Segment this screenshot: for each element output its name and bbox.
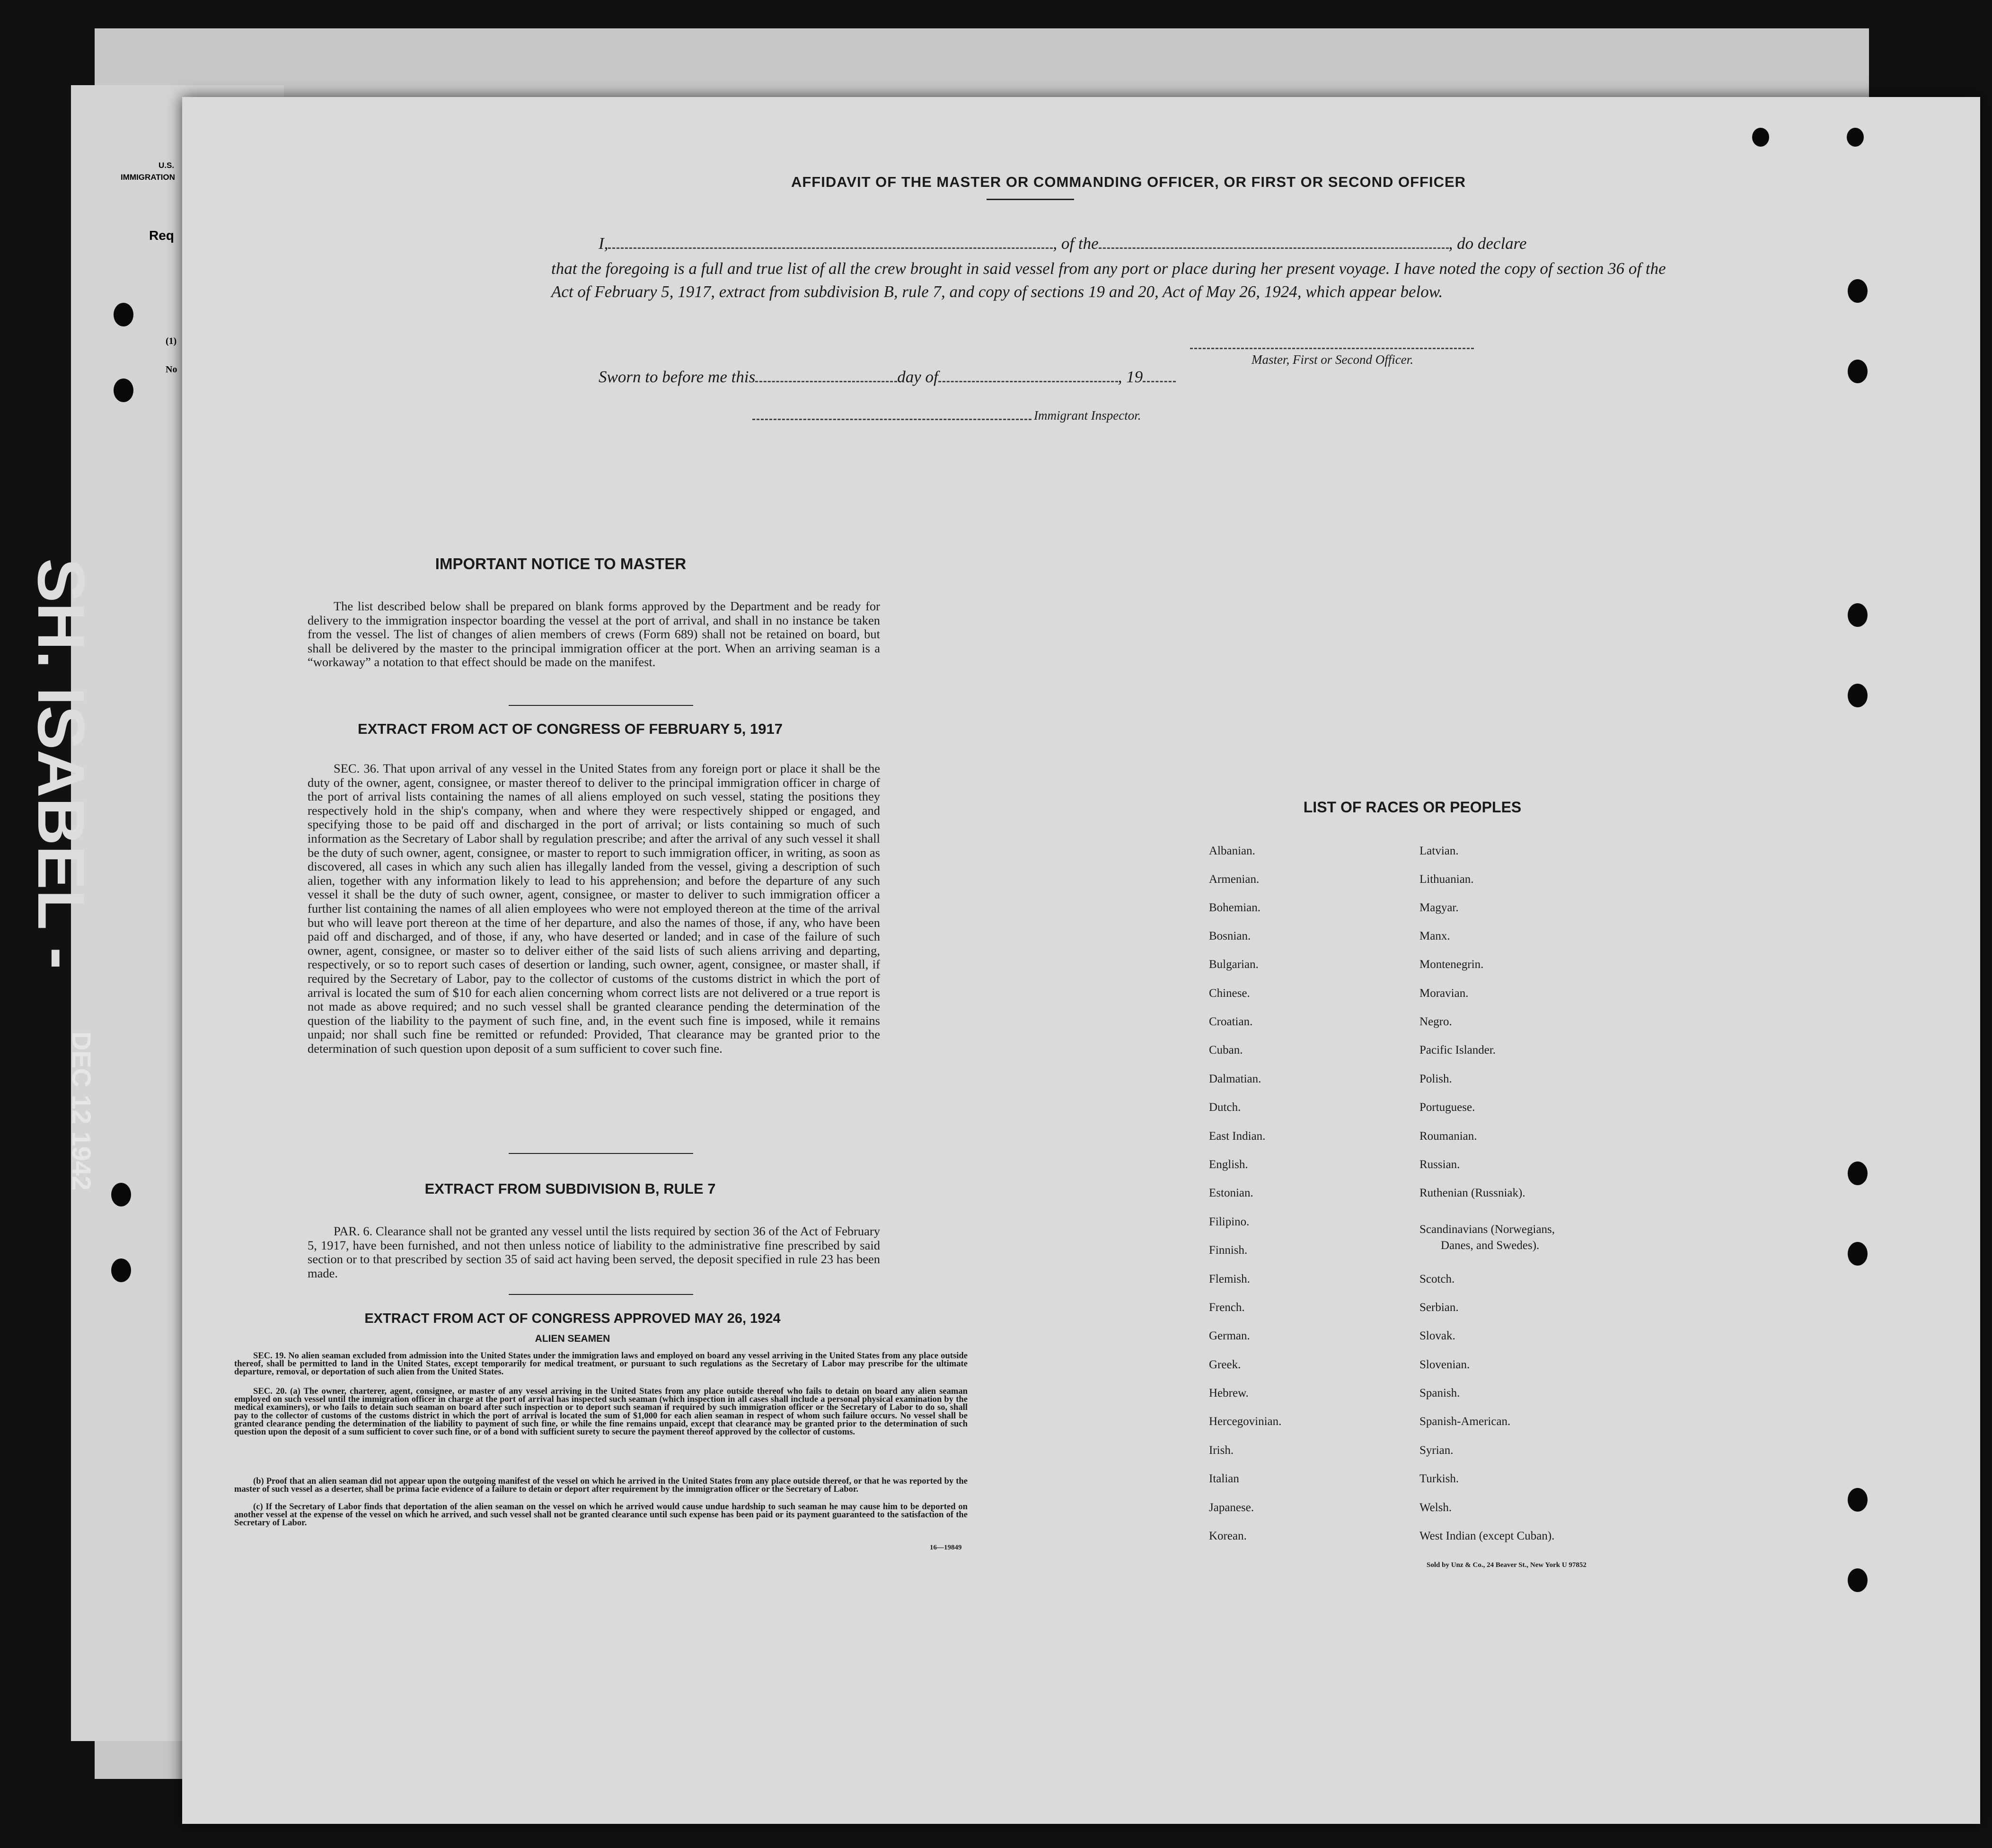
punch-hole-left-3 (111, 1183, 131, 1206)
race-item: East Indian. (1209, 1130, 1266, 1143)
race-item: Dutch. (1209, 1101, 1241, 1114)
affidavit-body: that the foregoing is a full and true list of all the crew brought in said vessel from any port or place during her present voyage. I have noted the copy of section 36 of the Act of February 5, 1917, extract from subdivision B, rule 7, and copy of sections 19 and 20, Act of May 26, 1924, which appear below. (551, 259, 1666, 301)
race-item: Syrian. (1419, 1444, 1454, 1457)
rule-7-text: PAR. 6. Clearance shall not be granted any vessel until the lists required by section 36 of the Act of February 5, 1917, have been furnished, and not then unless notice of liability to the administrative fine prescribed by said section or to that prescribed by section 35 of said act having been served, the deposit specified in rule 23 has been made. (308, 1224, 880, 1280)
punch-hole-right-8 (1848, 1242, 1868, 1266)
race-item: Bulgarian. (1209, 958, 1259, 971)
race-item: Estonian. (1209, 1187, 1253, 1199)
race-item: Ruthenian (Russniak). (1419, 1187, 1525, 1199)
race-item: Finnish. (1209, 1244, 1248, 1257)
master-signature-label: Master, First or Second Officer. (1252, 352, 1413, 367)
notice-title: IMPORTANT NOTICE TO MASTER (435, 555, 687, 572)
act-1924-sec-20c: (c) If the Secretary of Labor finds that deportation of the alien seaman on the vessel on which he arrived would cause undue hardship to such seaman he may cause him to be deported on another vessel at the expense of the vessel on which he arrived, and such vessel shall not be granted clearance until such expense has been paid or its payment guaranteed to the satisfaction of the Secretary of Labor. (234, 1502, 968, 1528)
race-item: Serbian. (1419, 1301, 1459, 1314)
race-item: Scotch. (1419, 1273, 1455, 1285)
punch-hole-right-9 (1848, 1488, 1868, 1512)
punch-hole-right-2 (1752, 128, 1769, 147)
race-item: Bosnian. (1209, 930, 1251, 942)
under-label-us: U.S. (159, 161, 175, 170)
form-number: 16—19849 (930, 1544, 962, 1551)
race-item: German. (1209, 1329, 1250, 1342)
race-item: Cuban. (1209, 1044, 1243, 1056)
race-item: Slovak. (1419, 1329, 1455, 1342)
race-item: Negro. (1419, 1015, 1452, 1028)
race-item: Pacific Islander. (1419, 1044, 1496, 1056)
race-item: Filipino. (1209, 1215, 1250, 1228)
affidavit-fill-line (599, 234, 1527, 253)
race-item: Flemish. (1209, 1273, 1250, 1285)
race-item: Greek. (1209, 1358, 1241, 1371)
sworn-label: Sworn to before me this (599, 368, 756, 386)
under-label-1: (1) (166, 336, 177, 346)
year-label: , 19 (1118, 368, 1143, 386)
master-signature-line (1190, 348, 1474, 349)
act-1917-rule (509, 1153, 693, 1154)
act-1924-sec-20a: SEC. 20. (a) The owner, charterer, agent, consignee, or master of any vessel arriving in the United States from any place outside thereof who fails to detain on board any alien seaman employed on such vessel until the immigration officer in charge at the port of arrival has inspected such seaman (which inspection in all cases shall include a personal physical examination by the medical examiners), or who fails to detain such seaman on board after such inspection or to deport such seaman if required by such immigration officer or the Secretary of Labor to do so, shall pay to the collector of customs of the customs district in which the port of arrival is located the sum of $1,000 for each alien seaman in respect of whom such failure occurs. No vessel shall be granted clearance pending the determination of the liability to payment of such fine, or while the fine remains unpaid, except that clearance may be granted prior to the determination of such question upon the deposit of a sum sufficient to cover such fine, or of a bond with sufficient surety to secure the payment thereof approved by the collector of customs. (234, 1386, 968, 1437)
race-item: Lithuanian. (1419, 873, 1474, 886)
race-item: Manx. (1419, 930, 1450, 942)
affidavit-i-label: I, (599, 234, 608, 253)
race-item: Japanese. (1209, 1501, 1254, 1514)
under-label-req: Req (149, 228, 174, 243)
act-1924-title: EXTRACT FROM ACT OF CONGRESS APPROVED MAY 26, 1924 (364, 1311, 781, 1326)
race-item: Moravian. (1419, 987, 1469, 1000)
punch-hole-right-5 (1848, 603, 1868, 627)
act-1917-text: SEC. 36. That upon arrival of any vessel in the United States from any foreign port or place it shall be the duty of the owner, agent, consignee, or master thereof to deliver to the principal immigration officer in charge of the port of arrival lists containing the names of all aliens employed on such vessel, stating the positions they respectively hold in the ship's company, when and where they were respectively shipped or engaged, and specifying those to be paid off and discharged in the port of arrival; or lists containing so much of such information as the Secretary of Labor shall by regulation prescribe; and after the arrival of any such vessel it shall be the duty of such owner, agent, consignee, or master to report to such immigration officer, in writing, as soon as discovered, all cases in which any such alien has illegally landed from the vessel, giving a description of such alien, together with any information likely to lead to his apprehension; and before the departure of any such vessel it shall be the duty of such owner, agent, consignee, or master to deliver to such immigration officer a further list containing the names of all alien employees who were not employed thereon at the time of the arrival but who will leave port thereon at the time of her departure, and also the names of those, if any, who have been paid off and discharged, and of those, if any, who have deserted or landed; and in case of the failure of such owner, agent, consignee, or master so to deliver either of the said lists of such aliens arriving and departing, respectively, or so to report such cases of desertion or landing, such owner, agent, consignee, or master shall, if required by the Secretary of Labor, pay to the collector of customs of the customs district in which the port of arrival is located the sum of $10 for each alien concerning whom correct lists are not delivered or a true report is not made as above required; and no such vessel shall be granted clearance pending the determination of the question of the liability to the payment of such fine, and, in the event such fine is imposed, while it remains unpaid; nor shall such fine be remitted or refunded: Provided, That clearance may be granted prior to the determination of such question upon deposit of a sum sufficient to cover such fine. (308, 761, 880, 1056)
race-item: Armenian. (1209, 873, 1260, 886)
race-item: Turkish. (1419, 1472, 1459, 1485)
notice-text: The list described below shall be prepared on blank forms approved by the Department and be ready for delivery to the immigration inspector boarding the vessel at the port of arrival, and shall in no instance be taken from the vessel. The list of changes of alien members of crews (Form 689) shall not be retained on board, but shall be delivered by the master to the principal immigration officer at the port. When an arriving seaman is a “workaway” a notation to that effect should be made on the manifest. (308, 599, 880, 669)
race-item: Hercegovinian. (1209, 1415, 1282, 1428)
race-item: Bohemian. (1209, 901, 1261, 914)
race-item: Welsh. (1419, 1501, 1452, 1514)
punch-hole-right-4 (1848, 360, 1868, 383)
race-item: Latvian. (1419, 845, 1459, 857)
race-item: French. (1209, 1301, 1245, 1314)
punch-hole-left-2 (114, 378, 133, 402)
inspector-signature-line (752, 419, 1031, 420)
punch-hole-left-4 (111, 1258, 131, 1282)
manifest-sheet (182, 97, 1980, 1824)
act-1924-subtitle: ALIEN SEAMEN (535, 1333, 610, 1344)
punch-hole-right-10 (1848, 1568, 1868, 1592)
day-of-label: day of (897, 368, 938, 386)
race-item: Italian (1209, 1472, 1239, 1485)
punch-hole-right-6 (1848, 684, 1868, 707)
notice-rule (509, 705, 693, 706)
race-item: West Indian (except Cuban). (1419, 1530, 1555, 1542)
affidavit-title: AFFIDAVIT OF THE MASTER OR COMMANDING OFFICER, OR FIRST OR SECOND OFFICER (791, 174, 1466, 190)
race-item: English. (1209, 1158, 1248, 1171)
punch-hole-right-7 (1848, 1162, 1868, 1185)
affidavit-declare-label: , do declare (1448, 234, 1527, 253)
race-item: Montenegrin. (1419, 958, 1484, 971)
race-item: Albanian. (1209, 845, 1255, 857)
under-label-no: No (166, 364, 177, 375)
act-1917-title: EXTRACT FROM ACT OF CONGRESS OF FEBRUARY 5, 1917 (358, 721, 783, 737)
margin-stamp-vessel-name: SH. ISABEL - (24, 558, 98, 969)
inspector-signature-label: Immigrant Inspector. (1034, 408, 1141, 422)
race-item: Danes, and Swedes). (1441, 1239, 1540, 1252)
race-item: Russian. (1419, 1158, 1460, 1171)
race-item: Croatian. (1209, 1015, 1253, 1028)
race-item: Spanish-American. (1419, 1415, 1511, 1428)
race-item: Slovenian. (1419, 1358, 1470, 1371)
race-item: Dalmatian. (1209, 1073, 1261, 1085)
margin-stamp-date: DEC 12 1942 (67, 1031, 97, 1191)
sworn-line (599, 368, 1176, 387)
race-item: Irish. (1209, 1444, 1234, 1457)
race-item: Roumanian. (1419, 1130, 1477, 1143)
under-label-immigration: IMMIGRATION (121, 173, 175, 182)
act-1924-sec-20b: (b) Proof that an alien seaman did not appear upon the outgoing manifest of the vessel on which he arrived in the United States from any place outside thereof, or that he was reported by the master of such vessel as a deserter, shall be prima facie evidence of a failure to detain or deport after requirement by the immigration officer or the Secretary of Labor. (234, 1476, 968, 1495)
act-1924-sec-19: SEC. 19. No alien seaman excluded from admission into the United States under the immigration laws and employed on board any vessel arriving in the United States from any place outside thereof, shall be permitted to land in the United States, except temporarily for medical treatment, or pursuant to such regulations as the Secretary of Labor may prescribe for the ultimate departure, removal, or deportation of such alien from the United States. (234, 1351, 968, 1377)
race-item: Scandinavians (Norwegians, (1419, 1223, 1555, 1236)
rule-7-rule (509, 1294, 693, 1295)
races-title: LIST OF RACES OR PEOPLES (1303, 799, 1522, 816)
rule-7-title: EXTRACT FROM SUBDIVISION B, RULE 7 (424, 1180, 716, 1197)
race-item: Korean. (1209, 1530, 1247, 1542)
race-item: Portuguese. (1419, 1101, 1475, 1114)
punch-hole-right-3 (1848, 279, 1868, 303)
punch-hole-right-1 (1847, 128, 1864, 147)
punch-hole-left-1 (114, 303, 133, 326)
race-item: Hebrew. (1209, 1387, 1249, 1399)
affidavit-title-rule (987, 199, 1074, 200)
affidavit-of-the-label: , of the (1053, 234, 1099, 253)
race-item: Polish. (1419, 1073, 1452, 1085)
race-item: Spanish. (1419, 1387, 1460, 1399)
race-item: Chinese. (1209, 987, 1250, 1000)
race-item: Magyar. (1419, 901, 1459, 914)
printer-footer: Sold by Unz & Co., 24 Beaver St., New York U 97852 (1427, 1561, 1587, 1569)
